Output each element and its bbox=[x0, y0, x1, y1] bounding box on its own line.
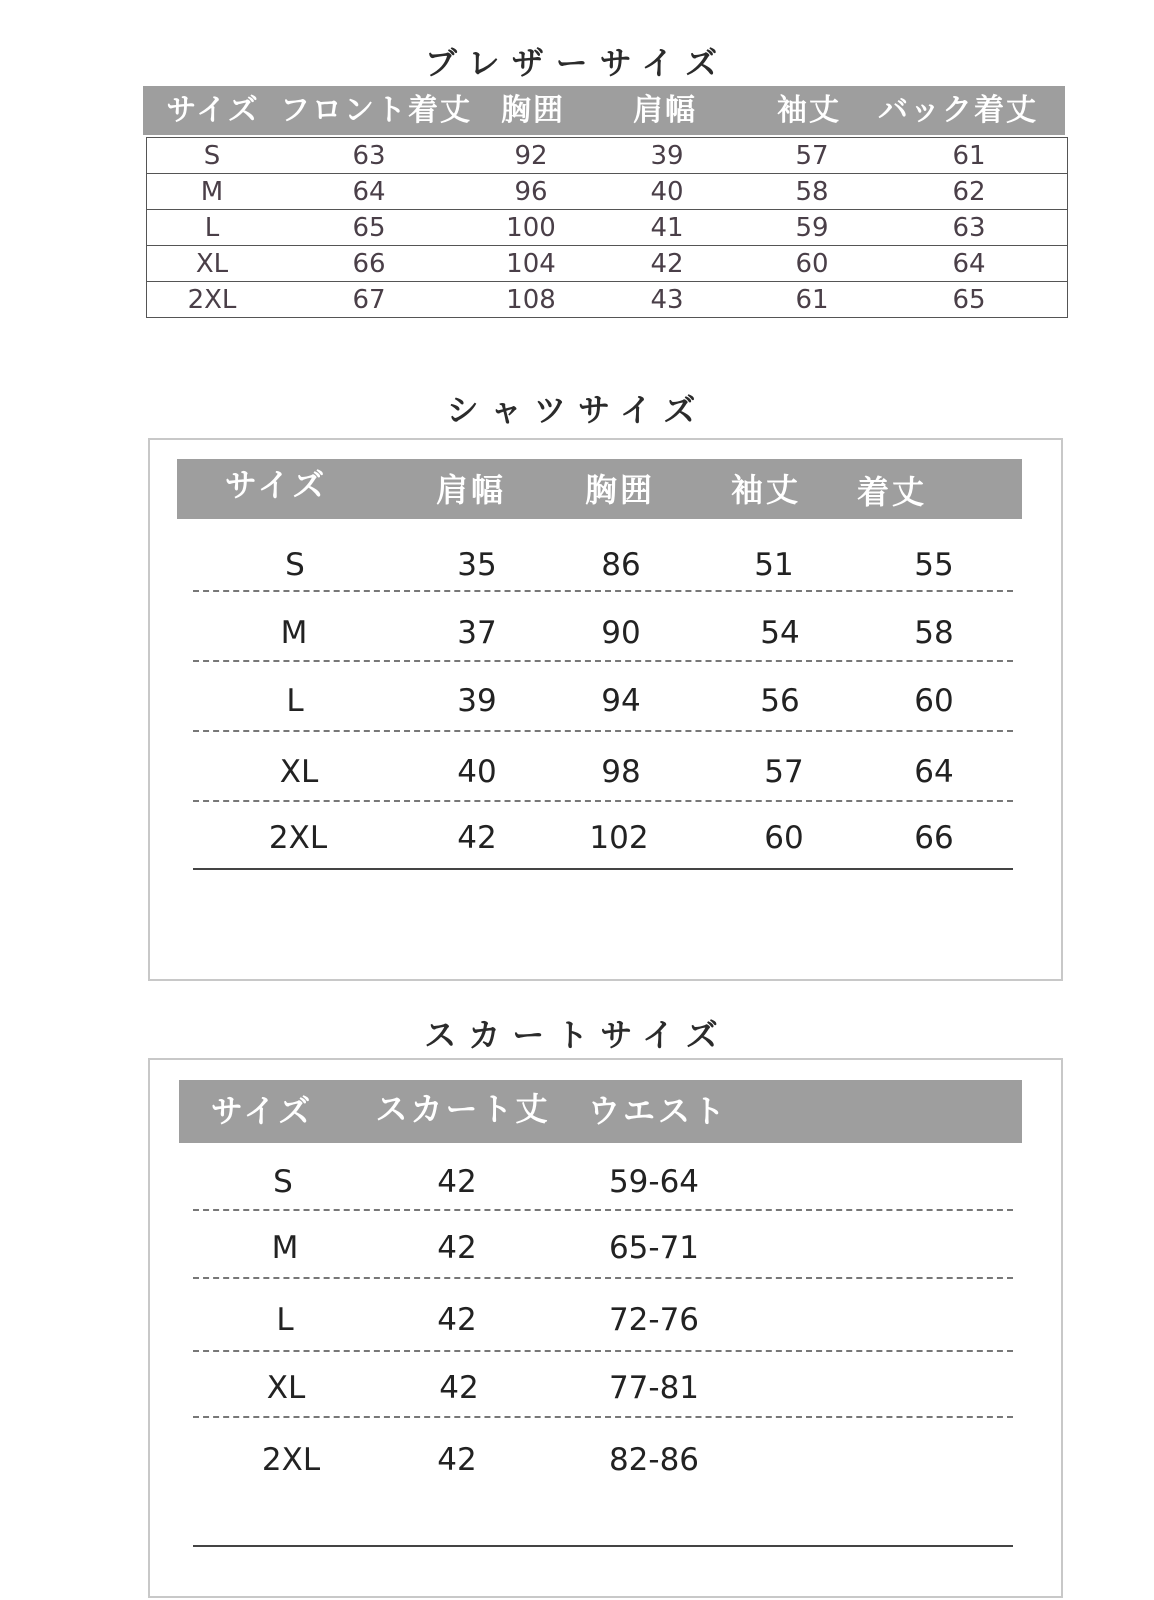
cell-size: L bbox=[286, 683, 304, 719]
table-bottom-rule bbox=[193, 1545, 1013, 1547]
cell-skirt-length: 42 bbox=[437, 1302, 477, 1338]
cell-skirt-length: 42 bbox=[437, 1164, 477, 1200]
cell-sleeve: 58 bbox=[795, 177, 829, 207]
cell-shoulder: 40 bbox=[650, 177, 684, 207]
cell-back-length: 64 bbox=[952, 249, 986, 279]
cell-chest: 108 bbox=[506, 285, 556, 315]
row-divider bbox=[193, 800, 1013, 802]
cell-chest: 90 bbox=[601, 615, 641, 651]
cell-chest: 100 bbox=[506, 213, 556, 243]
cell-sleeve: 54 bbox=[760, 615, 800, 651]
blazer-table-header bbox=[143, 86, 1065, 135]
cell-chest: 102 bbox=[589, 820, 649, 856]
cell-size: 2XL bbox=[261, 1442, 321, 1478]
cell-length: 60 bbox=[914, 683, 954, 719]
skirt-table-header bbox=[179, 1080, 1022, 1143]
cell-length: 58 bbox=[914, 615, 954, 651]
table-row bbox=[147, 210, 1067, 246]
cell-shoulder: 39 bbox=[457, 683, 497, 719]
cell-shoulder: 40 bbox=[457, 754, 497, 790]
blazer-header-size: サイズ bbox=[166, 93, 260, 128]
shirt-header-sleeve: 袖丈 bbox=[730, 471, 802, 509]
skirt-header-size: サイズ bbox=[210, 1092, 314, 1130]
cell-size: 2XL bbox=[268, 820, 328, 856]
blazer-header-shoulder: 肩幅 bbox=[633, 93, 697, 128]
cell-front-length: 65 bbox=[352, 213, 386, 243]
shirt-size-title: シャツサイズ bbox=[446, 391, 708, 429]
table-row bbox=[147, 138, 1067, 174]
cell-sleeve: 57 bbox=[795, 141, 829, 171]
cell-size: 2XL bbox=[187, 285, 237, 315]
cell-shoulder: 42 bbox=[650, 249, 684, 279]
cell-shoulder: 43 bbox=[650, 285, 684, 315]
cell-size: M bbox=[280, 615, 308, 651]
skirt-size-title: スカートサイズ bbox=[424, 1016, 730, 1054]
skirt-header-waist: ウエスト bbox=[587, 1092, 729, 1130]
cell-chest: 96 bbox=[514, 177, 548, 207]
blazer-header-back-length: バック着丈 bbox=[878, 93, 1038, 128]
cell-shoulder: 35 bbox=[457, 547, 497, 583]
cell-shoulder: 42 bbox=[457, 820, 497, 856]
row-divider bbox=[193, 590, 1013, 592]
cell-chest: 92 bbox=[514, 141, 548, 171]
shirt-header-shoulder: 肩幅 bbox=[435, 471, 507, 509]
cell-front-length: 67 bbox=[352, 285, 386, 315]
table-row bbox=[147, 246, 1067, 282]
cell-size: XL bbox=[279, 754, 319, 790]
cell-waist: 65-71 bbox=[608, 1230, 700, 1266]
cell-sleeve: 51 bbox=[754, 547, 794, 583]
cell-chest: 86 bbox=[601, 547, 641, 583]
cell-size: M bbox=[200, 177, 224, 207]
blazer-header-chest: 胸囲 bbox=[501, 93, 565, 128]
row-divider bbox=[193, 1350, 1013, 1352]
cell-sleeve: 57 bbox=[764, 754, 804, 790]
cell-back-length: 63 bbox=[952, 213, 986, 243]
cell-waist: 72-76 bbox=[608, 1302, 700, 1338]
cell-sleeve: 61 bbox=[795, 285, 829, 315]
cell-size: XL bbox=[266, 1370, 306, 1406]
cell-skirt-length: 42 bbox=[437, 1442, 477, 1478]
cell-chest: 94 bbox=[601, 683, 641, 719]
shirt-table-header bbox=[177, 459, 1022, 519]
cell-shoulder: 37 bbox=[457, 615, 497, 651]
row-divider bbox=[193, 1209, 1013, 1211]
blazer-table-body bbox=[146, 137, 1068, 318]
cell-back-length: 65 bbox=[952, 285, 986, 315]
cell-chest: 104 bbox=[506, 249, 556, 279]
table-bottom-rule bbox=[193, 868, 1013, 870]
row-divider bbox=[193, 1416, 1013, 1418]
cell-waist: 59-64 bbox=[608, 1164, 700, 1200]
cell-sleeve: 60 bbox=[764, 820, 804, 856]
cell-size: L bbox=[204, 213, 220, 243]
shirt-header-size: サイズ bbox=[224, 466, 328, 504]
skirt-header-skirt-length: スカート丈 bbox=[375, 1090, 551, 1128]
cell-skirt-length: 42 bbox=[439, 1370, 479, 1406]
cell-size: XL bbox=[195, 249, 229, 279]
cell-size: L bbox=[276, 1302, 294, 1338]
cell-waist: 77-81 bbox=[608, 1370, 700, 1406]
table-row bbox=[147, 282, 1067, 318]
cell-back-length: 61 bbox=[952, 141, 986, 171]
blazer-header-front-length: フロント着丈 bbox=[280, 93, 472, 128]
cell-front-length: 63 bbox=[352, 141, 386, 171]
cell-shoulder: 41 bbox=[650, 213, 684, 243]
cell-length: 64 bbox=[914, 754, 954, 790]
cell-shoulder: 39 bbox=[650, 141, 684, 171]
cell-front-length: 64 bbox=[352, 177, 386, 207]
blazer-size-title: ブレザーサイズ bbox=[424, 44, 730, 82]
cell-back-length: 62 bbox=[952, 177, 986, 207]
cell-sleeve: 60 bbox=[795, 249, 829, 279]
cell-size: M bbox=[271, 1230, 299, 1266]
blazer-header-sleeve: 袖丈 bbox=[777, 93, 841, 128]
cell-length: 66 bbox=[914, 820, 954, 856]
cell-size: S bbox=[285, 547, 305, 583]
shirt-header-length: 着丈 bbox=[856, 473, 928, 511]
table-row bbox=[147, 174, 1067, 210]
row-divider bbox=[193, 660, 1013, 662]
cell-size: S bbox=[273, 1164, 293, 1200]
cell-waist: 82-86 bbox=[608, 1442, 700, 1478]
row-divider bbox=[193, 1277, 1013, 1279]
cell-sleeve: 56 bbox=[760, 683, 800, 719]
cell-sleeve: 59 bbox=[795, 213, 829, 243]
cell-chest: 98 bbox=[601, 754, 641, 790]
cell-front-length: 66 bbox=[352, 249, 386, 279]
cell-size: S bbox=[203, 141, 221, 171]
cell-length: 55 bbox=[914, 547, 954, 583]
shirt-header-chest: 胸囲 bbox=[584, 471, 656, 509]
cell-skirt-length: 42 bbox=[437, 1230, 477, 1266]
row-divider bbox=[193, 730, 1013, 732]
